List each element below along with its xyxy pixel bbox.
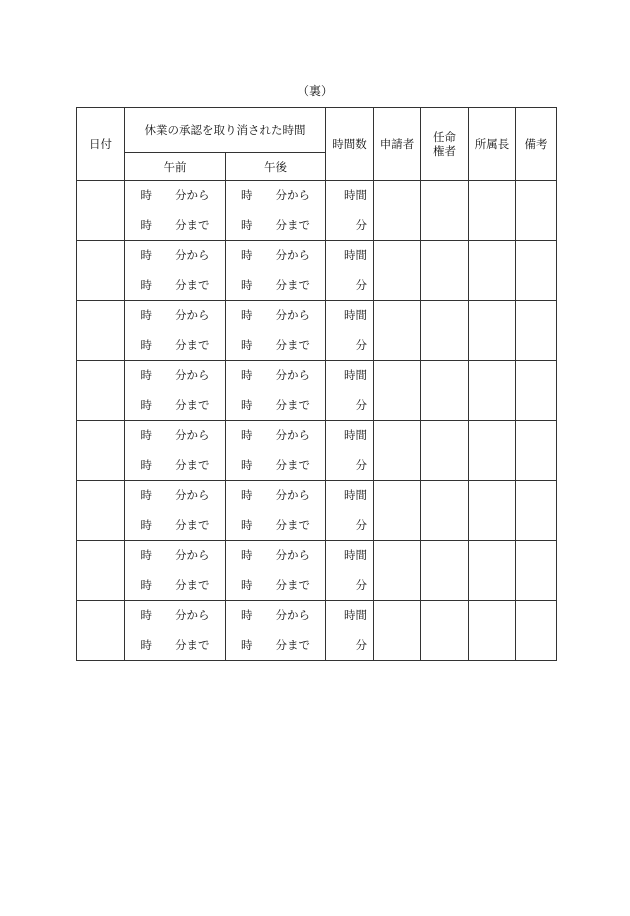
- date-cell[interactable]: [77, 481, 125, 541]
- pm-to-text: 時 分まで: [241, 517, 310, 532]
- am-from-text: 時 分から: [140, 608, 210, 622]
- header-dept-head: 所属長: [469, 108, 516, 181]
- minutes-unit-text: 分: [355, 637, 367, 652]
- dept-head-seal-cell[interactable]: [469, 301, 516, 361]
- table-row: [77, 481, 557, 541]
- appointer-seal-cell[interactable]: [421, 181, 469, 241]
- minutes-unit-text: 分: [355, 217, 367, 232]
- am-to-text: 時 分まで: [140, 577, 210, 592]
- pm-to-text: 時 分まで: [241, 337, 310, 352]
- hours-unit-text: 時間: [344, 608, 367, 622]
- date-cell[interactable]: [77, 301, 125, 361]
- header-appointer: [421, 108, 469, 181]
- pm-time-cell[interactable]: [226, 421, 326, 481]
- hours-unit-text: 時間: [344, 188, 367, 202]
- date-cell[interactable]: [77, 601, 125, 661]
- applicant-seal-cell[interactable]: [374, 361, 421, 421]
- date-cell[interactable]: [77, 361, 125, 421]
- table-row: [77, 181, 557, 241]
- remarks-cell[interactable]: [516, 481, 557, 541]
- applicant-seal-cell[interactable]: [374, 241, 421, 301]
- am-time-cell[interactable]: [125, 241, 226, 301]
- am-from-text: 時 分から: [140, 488, 210, 502]
- minutes-unit-text: 分: [355, 337, 367, 352]
- hours-cell[interactable]: [326, 541, 374, 601]
- header-date: 日付: [77, 108, 125, 181]
- date-cell[interactable]: [77, 181, 125, 241]
- minutes-unit-text: 分: [355, 277, 367, 292]
- dept-head-seal-cell[interactable]: [469, 361, 516, 421]
- am-to-text: 時 分まで: [140, 397, 210, 412]
- pm-to-text: 時 分まで: [241, 457, 310, 472]
- pm-time-cell[interactable]: [226, 301, 326, 361]
- hours-cell[interactable]: [326, 421, 374, 481]
- applicant-seal-cell[interactable]: [374, 181, 421, 241]
- header-remarks: 備考: [516, 108, 557, 181]
- header-hours: 時間数: [326, 108, 374, 181]
- header-am: 午前: [125, 153, 226, 181]
- header-row-1: [77, 108, 557, 153]
- page-side-label: （裏）: [296, 84, 333, 98]
- am-time-cell[interactable]: [125, 601, 226, 661]
- pm-time-cell[interactable]: [226, 241, 326, 301]
- minutes-unit-text: 分: [355, 577, 367, 592]
- am-to-text: 時 分まで: [140, 457, 210, 472]
- dept-head-seal-cell[interactable]: [469, 421, 516, 481]
- am-from-text: 時 分から: [140, 428, 210, 442]
- minutes-unit-text: 分: [355, 457, 367, 472]
- applicant-seal-cell[interactable]: [374, 301, 421, 361]
- am-to-text: 時 分まで: [140, 277, 210, 292]
- hours-cell[interactable]: [326, 481, 374, 541]
- pm-time-cell[interactable]: [226, 541, 326, 601]
- appointer-seal-cell[interactable]: [421, 601, 469, 661]
- appointer-seal-cell[interactable]: [421, 361, 469, 421]
- appointer-seal-cell[interactable]: [421, 301, 469, 361]
- am-time-cell[interactable]: [125, 301, 226, 361]
- remarks-cell[interactable]: [516, 241, 557, 301]
- am-from-text: 時 分から: [140, 248, 210, 262]
- am-to-text: 時 分まで: [140, 337, 210, 352]
- appointer-seal-cell[interactable]: [421, 481, 469, 541]
- pm-time-cell[interactable]: [226, 481, 326, 541]
- hours-cell[interactable]: [326, 301, 374, 361]
- applicant-seal-cell[interactable]: [374, 481, 421, 541]
- leave-cancellation-table: [76, 107, 557, 661]
- dept-head-seal-cell[interactable]: [469, 541, 516, 601]
- am-from-text: 時 分から: [140, 368, 210, 382]
- date-cell[interactable]: [77, 241, 125, 301]
- appointer-seal-cell[interactable]: [421, 421, 469, 481]
- dept-head-seal-cell[interactable]: [469, 181, 516, 241]
- hours-unit-text: 時間: [344, 428, 367, 442]
- hours-cell[interactable]: [326, 361, 374, 421]
- am-to-text: 時 分まで: [140, 637, 210, 652]
- pm-to-text: 時 分まで: [241, 397, 310, 412]
- pm-from-text: 時 分から: [241, 188, 310, 202]
- remarks-cell[interactable]: [516, 541, 557, 601]
- hours-unit-text: 時間: [344, 248, 367, 262]
- pm-from-text: 時 分から: [241, 248, 310, 262]
- table-row: [77, 421, 557, 481]
- date-cell[interactable]: [77, 421, 125, 481]
- am-time-cell[interactable]: [125, 361, 226, 421]
- pm-to-text: 時 分まで: [241, 277, 310, 292]
- am-time-cell[interactable]: [125, 181, 226, 241]
- am-from-text: 時 分から: [140, 188, 210, 202]
- table-row: [77, 601, 557, 661]
- hours-unit-text: 時間: [344, 308, 367, 322]
- table-row: [77, 241, 557, 301]
- pm-to-text: 時 分まで: [241, 637, 310, 652]
- pm-to-text: 時 分まで: [241, 577, 310, 592]
- date-cell[interactable]: [77, 541, 125, 601]
- dept-head-seal-cell[interactable]: [469, 601, 516, 661]
- dept-head-seal-cell[interactable]: [469, 481, 516, 541]
- dept-head-seal-cell[interactable]: [469, 241, 516, 301]
- remarks-cell[interactable]: [516, 421, 557, 481]
- appointer-seal-cell[interactable]: [421, 241, 469, 301]
- pm-from-text: 時 分から: [241, 368, 310, 382]
- applicant-seal-cell[interactable]: [374, 601, 421, 661]
- applicant-seal-cell[interactable]: [374, 541, 421, 601]
- pm-time-cell[interactable]: [226, 361, 326, 421]
- pm-from-text: 時 分から: [241, 608, 310, 622]
- header-applicant: 申請者: [374, 108, 421, 181]
- am-from-text: 時 分から: [140, 308, 210, 322]
- appointer-seal-cell[interactable]: [421, 541, 469, 601]
- header-appointer-line1: 任命: [433, 130, 456, 144]
- am-time-cell[interactable]: [125, 481, 226, 541]
- header-appointer-line2: 権者: [433, 144, 456, 158]
- header-cancelled-period: 休業の承認を取り消された時間: [125, 108, 326, 153]
- remarks-cell[interactable]: [516, 361, 557, 421]
- pm-time-cell[interactable]: [226, 601, 326, 661]
- pm-from-text: 時 分から: [241, 308, 310, 322]
- table-row: [77, 361, 557, 421]
- minutes-unit-text: 分: [355, 517, 367, 532]
- applicant-seal-cell[interactable]: [374, 421, 421, 481]
- hours-unit-text: 時間: [344, 548, 367, 562]
- hours-cell[interactable]: [326, 601, 374, 661]
- pm-from-text: 時 分から: [241, 488, 310, 502]
- table-row: [77, 301, 557, 361]
- hours-unit-text: 時間: [344, 368, 367, 382]
- hours-cell[interactable]: [326, 181, 374, 241]
- remarks-cell[interactable]: [516, 601, 557, 661]
- am-to-text: 時 分まで: [140, 517, 210, 532]
- pm-from-text: 時 分から: [241, 548, 310, 562]
- am-time-cell[interactable]: [125, 541, 226, 601]
- minutes-unit-text: 分: [355, 397, 367, 412]
- am-to-text: 時 分まで: [140, 217, 210, 232]
- pm-time-cell[interactable]: [226, 181, 326, 241]
- pm-to-text: 時 分まで: [241, 217, 310, 232]
- remarks-cell[interactable]: [516, 301, 557, 361]
- table-row: [77, 541, 557, 601]
- am-from-text: 時 分から: [140, 548, 210, 562]
- hours-cell[interactable]: [326, 241, 374, 301]
- header-pm: 午後: [226, 153, 326, 181]
- hours-unit-text: 時間: [344, 488, 367, 502]
- pm-from-text: 時 分から: [241, 428, 310, 442]
- am-time-cell[interactable]: [125, 421, 226, 481]
- remarks-cell[interactable]: [516, 181, 557, 241]
